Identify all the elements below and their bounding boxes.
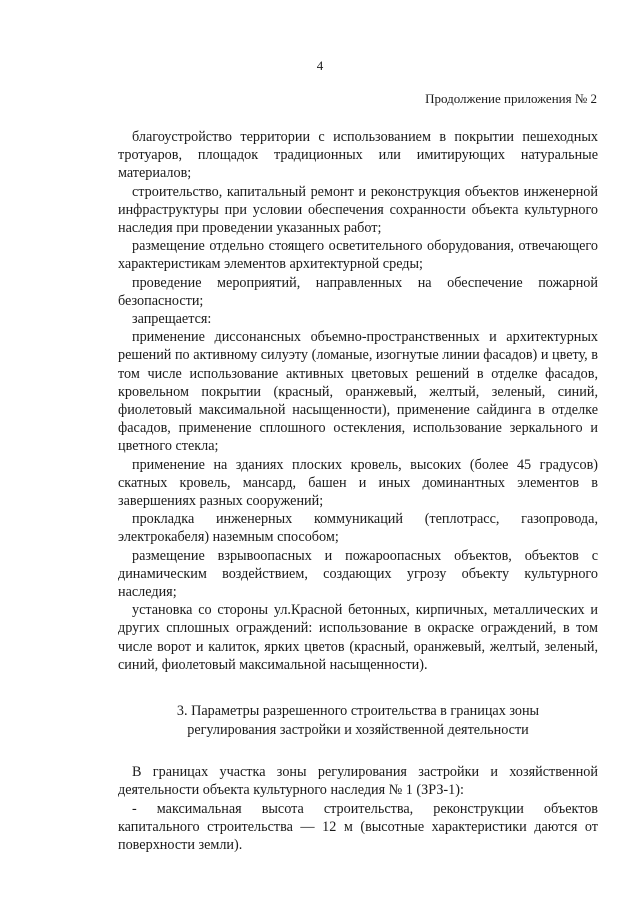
page-number: 4: [316, 58, 324, 73]
paragraph: В границах участка зоны регулирования застройки и хозяйственной деятельности объекта культурного наследия № 1 (ЗРЗ-1):: [118, 764, 598, 799]
paragraph: прокладка инженерных коммуникаций (теплотрасс, газопровода, электрокабеля) наземным способом;: [118, 511, 598, 546]
paragraph: применение на зданиях плоских кровель, высоких (более 45 градусов) скатных кровель, мансард, башен и иных доминантных элементов в завершениях разных сооружений;: [118, 456, 598, 510]
paragraph: размещение взрывоопасных и пожароопасных объектов, объектов с динамическим воздействием, создающих угрозу объекту культурного наследия;: [118, 547, 598, 601]
paragraph: размещение отдельно стоящего осветительного оборудования, отвечающего характеристикам элементов архитектурной среды;: [118, 238, 598, 273]
section-title-line: регулирования застройки и хозяйственной деятельности: [187, 721, 529, 738]
paragraph: установка со стороны ул.Красной бетонных, кирпичных, металлических и других сплошных ограждений: использование в окраске ограждений, в том числе ворот и калиток, ярких цветов (красный, оранжевый, желтый, зеленый, синий, фиолетовый максимальной насыщенности).: [118, 602, 598, 673]
section-title: [118, 702, 598, 739]
paragraph: проведение мероприятий, направленных на обеспечение пожарной безопасности;: [118, 274, 598, 309]
appendix-note: Продолжение приложения № 2: [425, 91, 597, 106]
paragraph: строительство, капитальный ремонт и реконструкция объектов инженерной инфраструктуры при условии обеспечения сохранности объекта культурного наследия при проведении указанных работ;: [118, 183, 598, 237]
paragraph: - максимальная высота строительства, реконструкции объектов капитального строительства — 12 м (высотные характеристики даются от поверхности земли).: [118, 800, 598, 853]
section-title-line: 3. Параметры разрешенного строительства в границах зоны: [176, 703, 540, 720]
document-body: [118, 128, 598, 854]
paragraph: применение диссонансных объемно-пространственных и архитектурных решений по активному силуэту (ломаные, изогнутые линии фасадов) и цвету, в том числе использование активных цветовых решений в отделке фасадов, кровельном покрытии (красный, оранжевый, желтый, зеленый, синий, фиолетовый максимальной насыщенности), применение сайдинга в отделке фасадов, применение сплошного остекления, использование зеркального и цветного стекла;: [118, 329, 598, 455]
paragraph: запрещается:: [132, 311, 212, 328]
paragraph: благоустройство территории с использованием в покрытии пешеходных тротуаров, площадок традиционных или имитирующих натуральные материалов;: [118, 129, 598, 182]
